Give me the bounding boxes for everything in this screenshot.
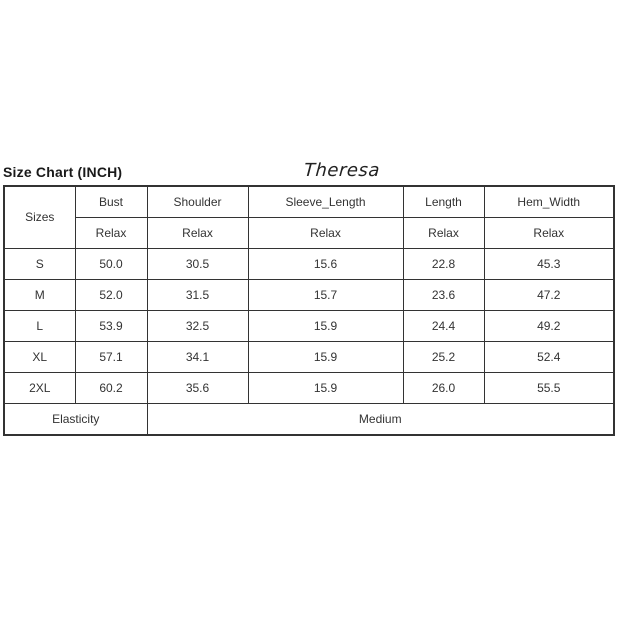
fit-cell-length: Relax — [403, 217, 484, 248]
page-title: Size Chart (INCH) — [3, 164, 123, 180]
value-cell: 32.5 — [147, 310, 248, 341]
title-row — [3, 161, 614, 185]
corner-cell-sizes: Sizes — [4, 186, 75, 248]
value-cell: 26.0 — [403, 372, 484, 403]
column-header-bust: Bust — [75, 186, 147, 217]
header-row-measures — [4, 186, 614, 217]
value-cell: 55.5 — [484, 372, 614, 403]
value-cell: 24.4 — [403, 310, 484, 341]
value-cell: 15.9 — [248, 341, 403, 372]
header-row-fit — [4, 217, 614, 248]
value-cell: 53.9 — [75, 310, 147, 341]
value-cell: 15.6 — [248, 248, 403, 279]
value-cell: 57.1 — [75, 341, 147, 372]
value-cell: 49.2 — [484, 310, 614, 341]
size-chart-table — [3, 185, 615, 436]
column-header-shoulder: Shoulder — [147, 186, 248, 217]
column-header-sleeve-length: Sleeve_Length — [248, 186, 403, 217]
fit-cell-bust: Relax — [75, 217, 147, 248]
column-header-length: Length — [403, 186, 484, 217]
value-cell: 45.3 — [484, 248, 614, 279]
elasticity-label: Elasticity — [4, 403, 147, 435]
size-label: M — [4, 279, 75, 310]
value-cell: 30.5 — [147, 248, 248, 279]
value-cell: 35.6 — [147, 372, 248, 403]
fit-cell-hem-width: Relax — [484, 217, 614, 248]
value-cell: 52.4 — [484, 341, 614, 372]
value-cell: 31.5 — [147, 279, 248, 310]
fit-cell-sleeve-length: Relax — [248, 217, 403, 248]
size-label: XL — [4, 341, 75, 372]
size-label: S — [4, 248, 75, 279]
size-label: L — [4, 310, 75, 341]
value-cell: 50.0 — [75, 248, 147, 279]
value-cell: 52.0 — [75, 279, 147, 310]
table-row-2xl — [4, 372, 614, 403]
value-cell: 15.9 — [248, 310, 403, 341]
value-cell: 15.7 — [248, 279, 403, 310]
value-cell: 25.2 — [403, 341, 484, 372]
column-header-hem-width: Hem_Width — [484, 186, 614, 217]
value-cell: 15.9 — [248, 372, 403, 403]
size-label: 2XL — [4, 372, 75, 403]
table-row-xl — [4, 341, 614, 372]
table-row-m — [4, 279, 614, 310]
value-cell: 47.2 — [484, 279, 614, 310]
value-cell: 23.6 — [403, 279, 484, 310]
elasticity-value: Medium — [147, 403, 614, 435]
value-cell: 34.1 — [147, 341, 248, 372]
table-row-s — [4, 248, 614, 279]
value-cell: 60.2 — [75, 372, 147, 403]
value-cell: 22.8 — [403, 248, 484, 279]
elasticity-row — [4, 403, 614, 435]
size-chart-content — [3, 161, 614, 436]
fit-cell-shoulder: Relax — [147, 217, 248, 248]
brand-signature: Theresa — [303, 160, 381, 181]
table-row-l — [4, 310, 614, 341]
